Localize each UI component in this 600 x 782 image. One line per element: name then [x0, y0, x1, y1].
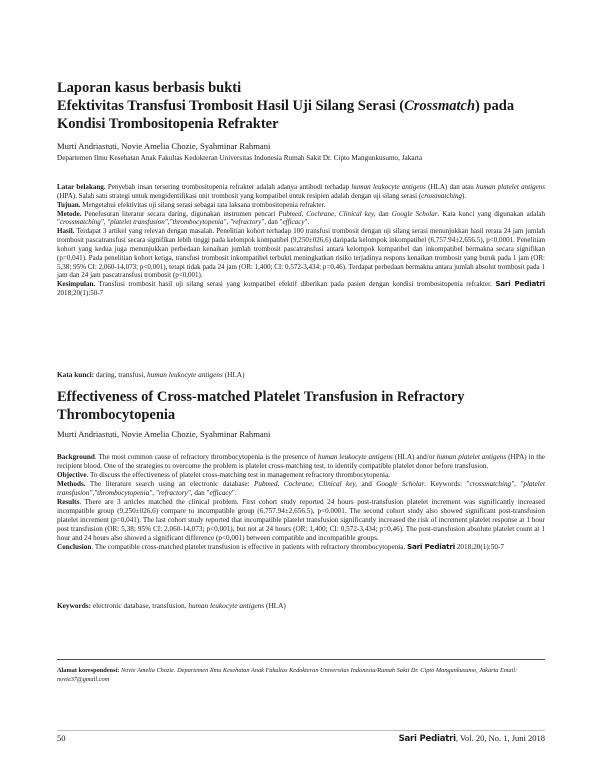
section-lead: Tujuan.	[57, 200, 81, 209]
italic-term: human leukocyte antigens	[317, 453, 393, 461]
abstract-indonesian	[57, 183, 545, 298]
article-title-english: Effectiveness of Cross-matched Platelet Transfusion in Refractory Thrombocytopenia	[57, 389, 465, 423]
abstract-background	[57, 183, 545, 201]
text: dan	[375, 209, 392, 218]
italic-term: Google Scholar	[376, 479, 425, 488]
text: . Keywords: "	[424, 479, 470, 488]
abstract-conclusion	[57, 280, 545, 298]
text: electronic database, transfusion,	[91, 601, 189, 610]
text: Penyebab insan tersering trombositopenia refrakter adalah adanya antibodi terhadap	[105, 183, 352, 191]
section-lead: Results	[57, 497, 80, 506]
abstract-background	[57, 453, 545, 471]
abstract-conclusion	[57, 543, 545, 552]
italic-term: crossmatching", "platelet transfusion","thrombocytopenia", "refractory"	[59, 218, 265, 227]
text: (HPA) in the recipient blood. One of the strategies to overcome the problem is platelet cross-matching test, to identify compatible platelet donor before transfusion.	[57, 453, 545, 470]
text: Transfusi trombosit hasil uji silang serasi yang kompatibel efektif diberikan pada pasien dengan kondisi trombositopenia refrakter.	[95, 280, 496, 289]
italic-term: Pubmed, Cochrane, Clinical key,	[278, 209, 376, 218]
text: daring, transfusi,	[94, 370, 148, 379]
abstract-methods	[57, 480, 545, 498]
divider	[57, 659, 545, 660]
correspondence	[57, 667, 545, 684]
section-lead: Background	[57, 453, 95, 461]
section-lead: Hasil.	[57, 227, 75, 236]
abstract-methods	[57, 210, 545, 228]
italic-term: Pubmed, Cochrane, Clinical key,	[254, 479, 357, 488]
italic-term: human leukocyte antigens	[147, 370, 223, 379]
keywords-lead: Kata kunci:	[57, 370, 95, 379]
text: (HLA) dan atau	[425, 183, 477, 191]
text: . To discuss the effectiveness of platelet cross-matching test in management refractory thrombocytopenia.	[86, 470, 390, 479]
article-type: Laporan kasus berbasis bukti	[57, 80, 242, 96]
title-part: Efektivitas Transfusi Trombosit Hasil Uji Silang Serasi (	[57, 98, 405, 114]
correspondence-lead: Alamat korespondensi:	[57, 667, 120, 674]
section-lead: Objective	[57, 470, 87, 479]
italic-term: efficacy	[282, 218, 305, 227]
text: (HLA)	[264, 601, 286, 610]
journal-brand: Sari Pediatri	[398, 734, 456, 744]
text: Mengetahui efektivitas uji silang serasi sebagai tata laksana trombositopenia refrakter.	[80, 200, 326, 209]
italic-term: human leukocyte antigens	[351, 183, 426, 191]
keywords-indonesian	[57, 370, 245, 380]
text: . There are 3 articles matched the clinical problem. First cohort study reported 24 hours post-transfusion platelet increment was significantly increased incompatible group (9,250±026,6) compare to incompatible group (6,757.94±2,656.5), p<0.0001. The second cohort study also showed significant post-transfusion platelet increment (p=0,041). The last cohort study reported that incompatible platelet transfusion significantly increased the risk of increment platelet response at 1 hour post transfusion (OR: 5,38; 95% CI: 2,060-14,073; p<0,001), but not at 24 hours (OR: 1,400; CI: 0,572-3,434; p=0,46). The post-transfusion absolute platelet count at 1 hour and 24 hours also showed a significant difference (p<0,001) between compatible and incompatible groups.	[57, 497, 545, 542]
keywords-english	[57, 601, 286, 611]
text: . Kata kunci yang digunakan adalah "	[57, 209, 546, 227]
italic-term: human platelet antigens	[436, 453, 507, 461]
authors-indonesian: Murti Andriastuti, Novie Amelia Chozie, Syahminar Rahmani	[57, 141, 271, 151]
journal-brand: Sari Pediatri	[495, 279, 546, 289]
citation: 2018;20(1):50-7	[455, 542, 504, 551]
text: , dan "	[190, 488, 210, 497]
section-lead: Kesimpulan.	[57, 280, 96, 289]
affiliation: Departemen Ilmu Kesehatan Anak Fakultas Kedokteran Universitas Indonesia Rumah Sakit Dr. Cipto Mangunkusumo, Jakarta	[57, 154, 423, 162]
issue-info: , Vol. 20, No. 1, Juni 2018	[455, 733, 545, 743]
journal-issue	[399, 733, 545, 744]
abstract-english	[57, 453, 545, 551]
text: , dan "	[264, 218, 283, 227]
text: ".	[231, 488, 237, 497]
italic-term: crossmatching", "platelet transfusion","thrombocytopenia", "refractory"	[57, 479, 545, 497]
text: The literature search using an electronic database:	[85, 479, 254, 488]
text: ).	[462, 191, 467, 200]
section-lead: Conclusion	[57, 542, 92, 551]
page-number: 50	[57, 733, 66, 743]
text: (HPA). Salah satu strategi untuk mengidentifikasi unit trombosit yang kompatibel untuk resipien adalah dengan uji silang serasi (	[57, 191, 422, 200]
keywords-lead: Keywords:	[57, 601, 92, 610]
section-lead: Latar belakang.	[57, 183, 106, 191]
text: and	[357, 479, 377, 488]
authors-english: Murti Andriastuti, Novie Amelia Chozie, Syahminar Rahmani	[57, 429, 271, 439]
italic-term: human platelet antigens	[476, 183, 545, 191]
article-title-indonesian	[57, 97, 547, 133]
abstract-objective	[57, 201, 545, 210]
abstract-objective	[57, 471, 545, 480]
text: . The most common cause of refractory thrombocytopenia is the presence of	[94, 453, 318, 461]
abstract-results	[57, 498, 545, 543]
section-lead: Methods.	[57, 479, 86, 488]
text: Penelusuran literatur secara daring, digunakan instrumen pencari	[81, 209, 279, 218]
italic-term: crossmatching	[421, 191, 462, 200]
title-italic: Crossmatch	[404, 98, 476, 114]
footer-divider	[57, 730, 545, 731]
section-lead: Metode.	[57, 209, 82, 218]
correspondence-email[interactable]: novie37@gmail.com	[57, 675, 110, 683]
title-part: ) pada Kondisi Trombositopenia Refrakter	[57, 98, 515, 132]
text: (HLA) and/or	[392, 453, 437, 461]
italic-term: efficacy	[209, 488, 232, 497]
text: Terdapat 3 artikel yang relevan dengan masalah. Penelitian kohort terhadap 100 transfusi trombosit dengan uji silang serasi menunjukkan hasil rerata 24 jam jumlah trombosit pascatransfusi secara signifikan lebih tinggi pada kelompok kompatibel (9,250±026,6) daripada kelompok inkompatibel (6,757.94±2,656.5), p<0.0001. Penelitian kohort yang kedua juga menunjukkan perbedaan kenaikan jumlah trombosit pascatransfusi antara kelompok kompatibel dan inkompatibel bermakna secara signifikan (p=0,041). Pada penelitian kohort ketiga, transfusi trombosit inkompatibel terbukti meningkatkan risiko terjadinya respons kenaikan trombosit yang buruk pada 1 jam (OR: 5,38; 95% CI: 2,060-14,073; p<0,001), tetapi tidak pada 24 jam (OR: 1,400; CI: 0,572-3,434; p=0,46). Terdapat perbedaan bermakna antara jumlah absolut trombosit pada 1 jam dan 24 jam pascatransfusi trombosit (p<0,001).	[57, 227, 545, 280]
journal-brand: Sari Pediatri	[407, 541, 456, 551]
text: (HLA)	[222, 370, 245, 379]
text: . The compatible cross-matched platelet transfusion is effective in patients with refractory thrombocytopenia.	[91, 542, 408, 551]
text: ".	[304, 218, 310, 227]
abstract-results	[57, 227, 545, 280]
citation: 2018;20(1):50-7	[57, 289, 104, 298]
italic-term: human leukocyte antigens	[188, 601, 265, 610]
italic-term: Google Scholar	[391, 209, 438, 218]
correspondence-text: Novie Amelia Chozie. Departemen Ilmu Kesehatan Anak Fakultas Kedokteran Universitas Indonesia/Rumah Sakit Dr. Cipto Mangunkusumo, Jakarta Email:	[119, 667, 518, 674]
